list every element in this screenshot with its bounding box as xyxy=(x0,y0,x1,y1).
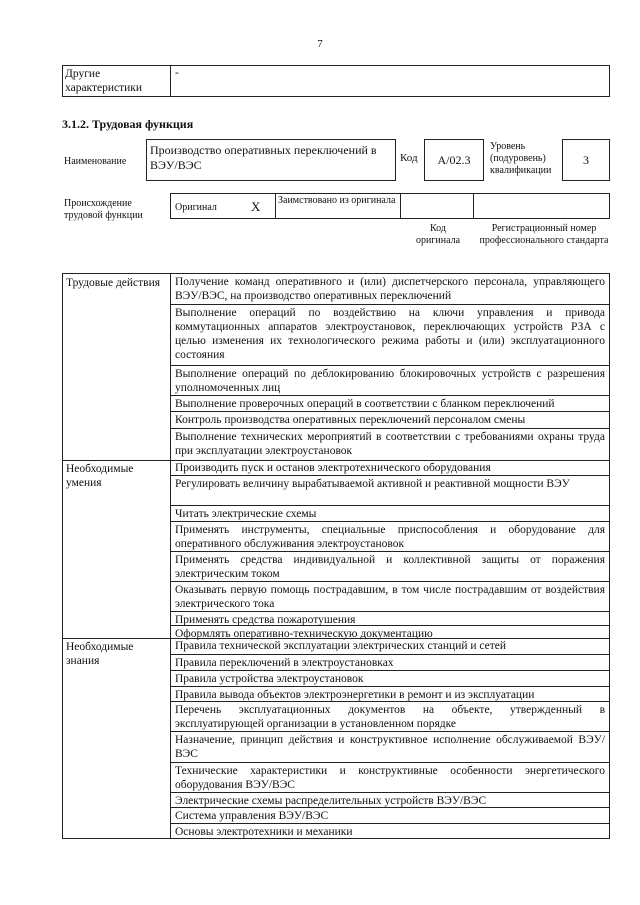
origin-label: Происхождение трудовой функции xyxy=(64,198,143,221)
table-row: Регулировать величину вырабатываемой активной и реактивной мощности ВЭУ xyxy=(171,475,609,505)
function-details-table xyxy=(62,273,610,839)
table-row: Технические характеристики и конструктивные особенности энергетического оборудования ВЭУ/ВЭС xyxy=(171,762,609,792)
original-label: Оригинал xyxy=(175,202,217,213)
other-characteristics-value: - xyxy=(175,67,179,79)
skills-label: Необходимые умения xyxy=(63,460,171,638)
table-row: Оформлять оперативно-техническую документацию xyxy=(171,625,609,638)
table-row: Правила вывода объектов электроэнергетики в ремонт и из эксплуатации xyxy=(171,686,609,701)
table-row: Правила переключений в электроустановках xyxy=(171,654,609,670)
table-row: Применять средства пожаротушения xyxy=(171,611,609,625)
code-caption: Код оригинала xyxy=(415,223,461,246)
labor-actions-label: Трудовые действия xyxy=(63,274,171,460)
code-label: Код xyxy=(400,152,418,164)
origin-divider-2 xyxy=(400,194,401,218)
function-name-value: Производство оперативных переключений в ВЭУ/ВЭС xyxy=(146,139,396,181)
other-characteristics-table xyxy=(62,65,610,97)
table-row: Выполнение операций по воздействию на ключи управления и привода коммутационных аппаратов электроустановок, переключающих устройств РЗА с целью изменения их технологического режима работы и (или) эксплуатационного состояния xyxy=(171,304,609,365)
table-row: Применять средства индивидуальной и коллективной защиты от поражения электрическим током xyxy=(171,551,609,581)
table-row: Выполнение операций по деблокированию блокировочных устройств с разрешения уполномоченных лиц xyxy=(171,365,609,395)
borrowed-label: Заимствовано из оригинала xyxy=(278,195,396,206)
other-characteristics-label: Другие характеристики xyxy=(63,66,171,96)
page-number: 7 xyxy=(317,38,323,50)
origin-divider-1 xyxy=(275,194,276,218)
table-row: Основы электротехники и механики xyxy=(171,823,609,838)
table-row: Производить пуск и останов электротехнического оборудования xyxy=(175,462,491,474)
code-value: А/02.3 xyxy=(424,139,484,181)
origin-divider-3 xyxy=(473,194,474,218)
table-row: Выполнение технических мероприятий в соответствии с требованиями охраны труда при эксплуатации электроустановок xyxy=(171,428,609,460)
table-row: Оказывать первую помощь пострадавшим, в том числе пострадавшим от воздействия электрического тока xyxy=(171,581,609,611)
level-value: 3 xyxy=(562,139,610,181)
table-row: Система управления ВЭУ/ВЭС xyxy=(171,807,609,823)
level-label: Уровень (подуровень) квалификации xyxy=(490,141,552,176)
table-row: Читать электрические схемы xyxy=(171,505,609,521)
table-row: Электрические схемы распределительных устройств ВЭУ/ВЭС xyxy=(171,792,609,807)
section-heading: 3.1.2. Трудовая функция xyxy=(62,117,194,131)
table-row: Выполнение проверочных операций в соответствии с бланком переключений xyxy=(171,395,609,411)
origin-table xyxy=(170,193,610,219)
reg-caption: Регистрационный номер профессионального стандарта xyxy=(479,223,609,246)
table-row: Применять инструменты, специальные приспособления и оборудование для оперативного обслуживания электроустановок xyxy=(171,521,609,551)
table-row: Перечень эксплуатационных документов на объекте, утвержденный в эксплуатирующей организации в установленном порядке xyxy=(171,701,609,731)
table-row: Правила технической эксплуатации электрических станций и сетей xyxy=(175,640,507,652)
table-row: Назначение, принцип действия и конструктивное исполнение обслуживаемой ВЭУ/ВЭС xyxy=(171,731,609,762)
table-row: Контроль производства оперативных переключений персоналом смены xyxy=(171,411,609,428)
knowledge-label: Необходимые знания xyxy=(63,638,171,838)
table-row: Правила устройства электроустановок xyxy=(171,670,609,686)
name-label: Наименование xyxy=(64,156,127,167)
table-row: Получение команд оперативного и (или) диспетчерского персонала, управляющего ВЭУ/ВЭС, на производство оперативных переключений xyxy=(175,276,605,302)
original-mark: X xyxy=(251,199,261,214)
